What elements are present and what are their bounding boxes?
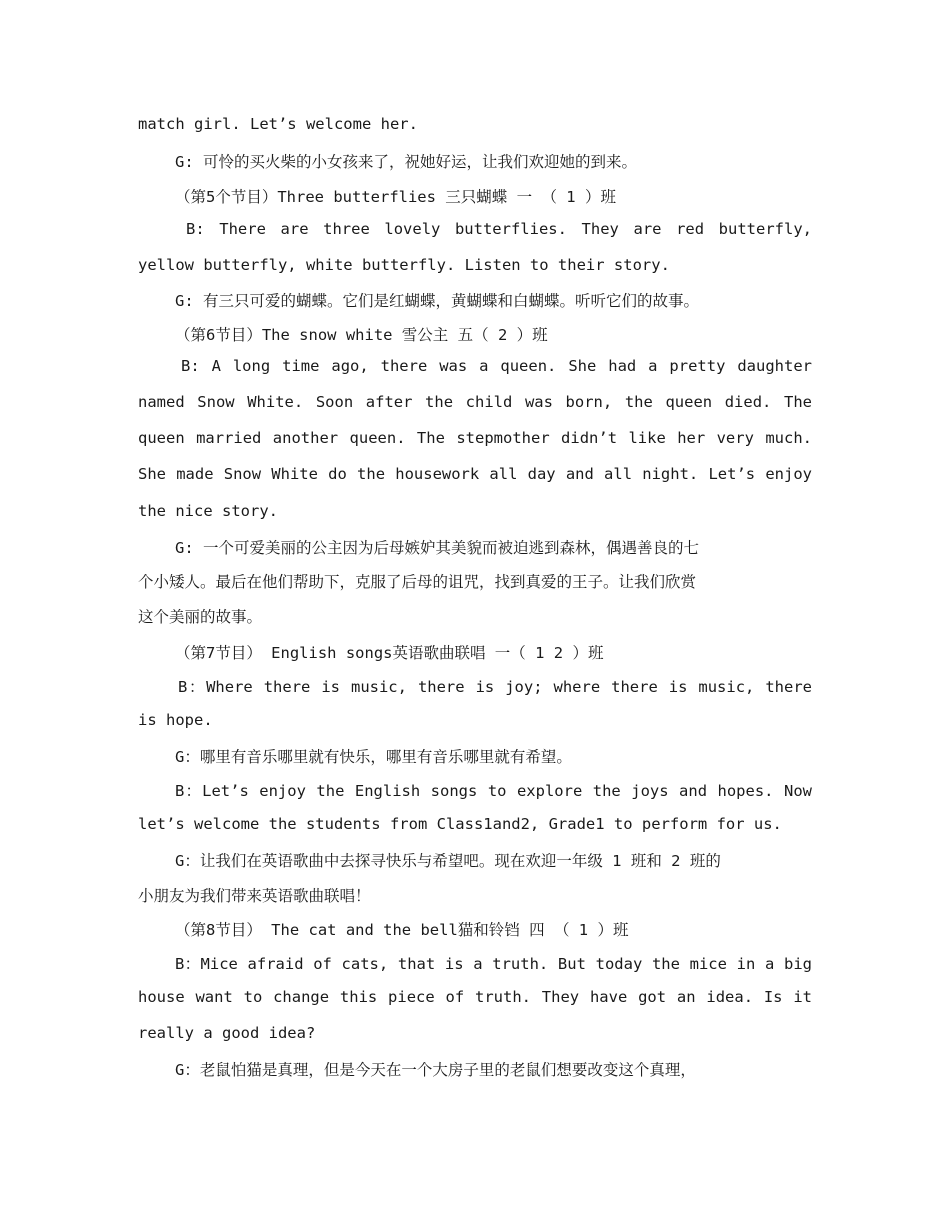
text-line: 这个美丽的故事。 (138, 608, 263, 626)
text-line: G：让我们在英语歌曲中去探寻快乐与希望吧。现在欢迎一年级 1 班和 2 班的 (175, 852, 721, 870)
text-line: B: A long time ago, there was a queen. She had a pretty daughter (181, 357, 812, 375)
text-line: 个小矮人。最后在他们帮助下，克服了后母的诅咒，找到真爱的王子。让我们欣赏 (138, 573, 697, 591)
text-line: is hope. (138, 711, 213, 729)
text-line: B：Where there is music, there is joy; where there is music, there (178, 678, 812, 696)
text-line: G: 可怜的买火柴的小女孩来了，祝她好运，让我们欢迎她的到来。 (175, 153, 637, 171)
text-line: G：老鼠怕猫是真理，但是今天在一个大房子里的老鼠们想要改变这个真理， (175, 1061, 696, 1079)
text-line: yellow butterfly, white butterfly. Listen to their story. (138, 256, 670, 274)
text-line: G: 有三只可爱的蝴蝶。它们是红蝴蝶，黄蝴蝶和白蝴蝶。听听它们的故事。 (175, 292, 699, 310)
section-heading: （第7节目） English songs英语歌曲联唱 一（ 1 2 ）班 (175, 644, 604, 662)
text-line: G：哪里有音乐哪里就有快乐，哪里有音乐哪里就有希望。 (175, 748, 572, 766)
text-line: named Snow White. Soon after the child was born, the queen died. The (138, 393, 812, 411)
text-line: really a good idea? (138, 1024, 316, 1042)
text-line: G: 一个可爱美丽的公主因为后母嫉妒其美貌而被迫逃到森林，偶遇善良的七 (175, 539, 699, 557)
section-heading: （第5个节目）Three butterflies 三只蝴蝶 一 （ 1 ）班 (175, 188, 616, 206)
text-line: She made Snow White do the housework all day and all night. Let’s enjoy (138, 465, 812, 483)
text-line: match girl. Let’s welcome her. (138, 115, 418, 133)
section-heading: （第8节目） The cat and the bell猫和铃铛 四 （ 1 ）班 (175, 921, 629, 939)
text-line: house want to change this piece of truth. They have got an idea. Is it (138, 988, 812, 1006)
text-line: queen married another queen. The stepmother didn’t like her very much. (138, 429, 812, 447)
text-line: B: There are three lovely butterflies. They are red butterfly, (186, 220, 812, 238)
text-line: B：Mice afraid of cats, that is a truth. But today the mice in a big (175, 955, 812, 973)
text-line: let’s welcome the students from Class1and2, Grade1 to perform for us. (138, 815, 782, 833)
section-heading: （第6节目）The snow white 雪公主 五（ 2 ）班 (175, 326, 548, 344)
text-line: B：Let’s enjoy the English songs to explore the joys and hopes. Now (175, 782, 812, 800)
text-line: the nice story. (138, 502, 278, 520)
text-line: 小朋友为我们带来英语歌曲联唱！ (138, 887, 371, 905)
